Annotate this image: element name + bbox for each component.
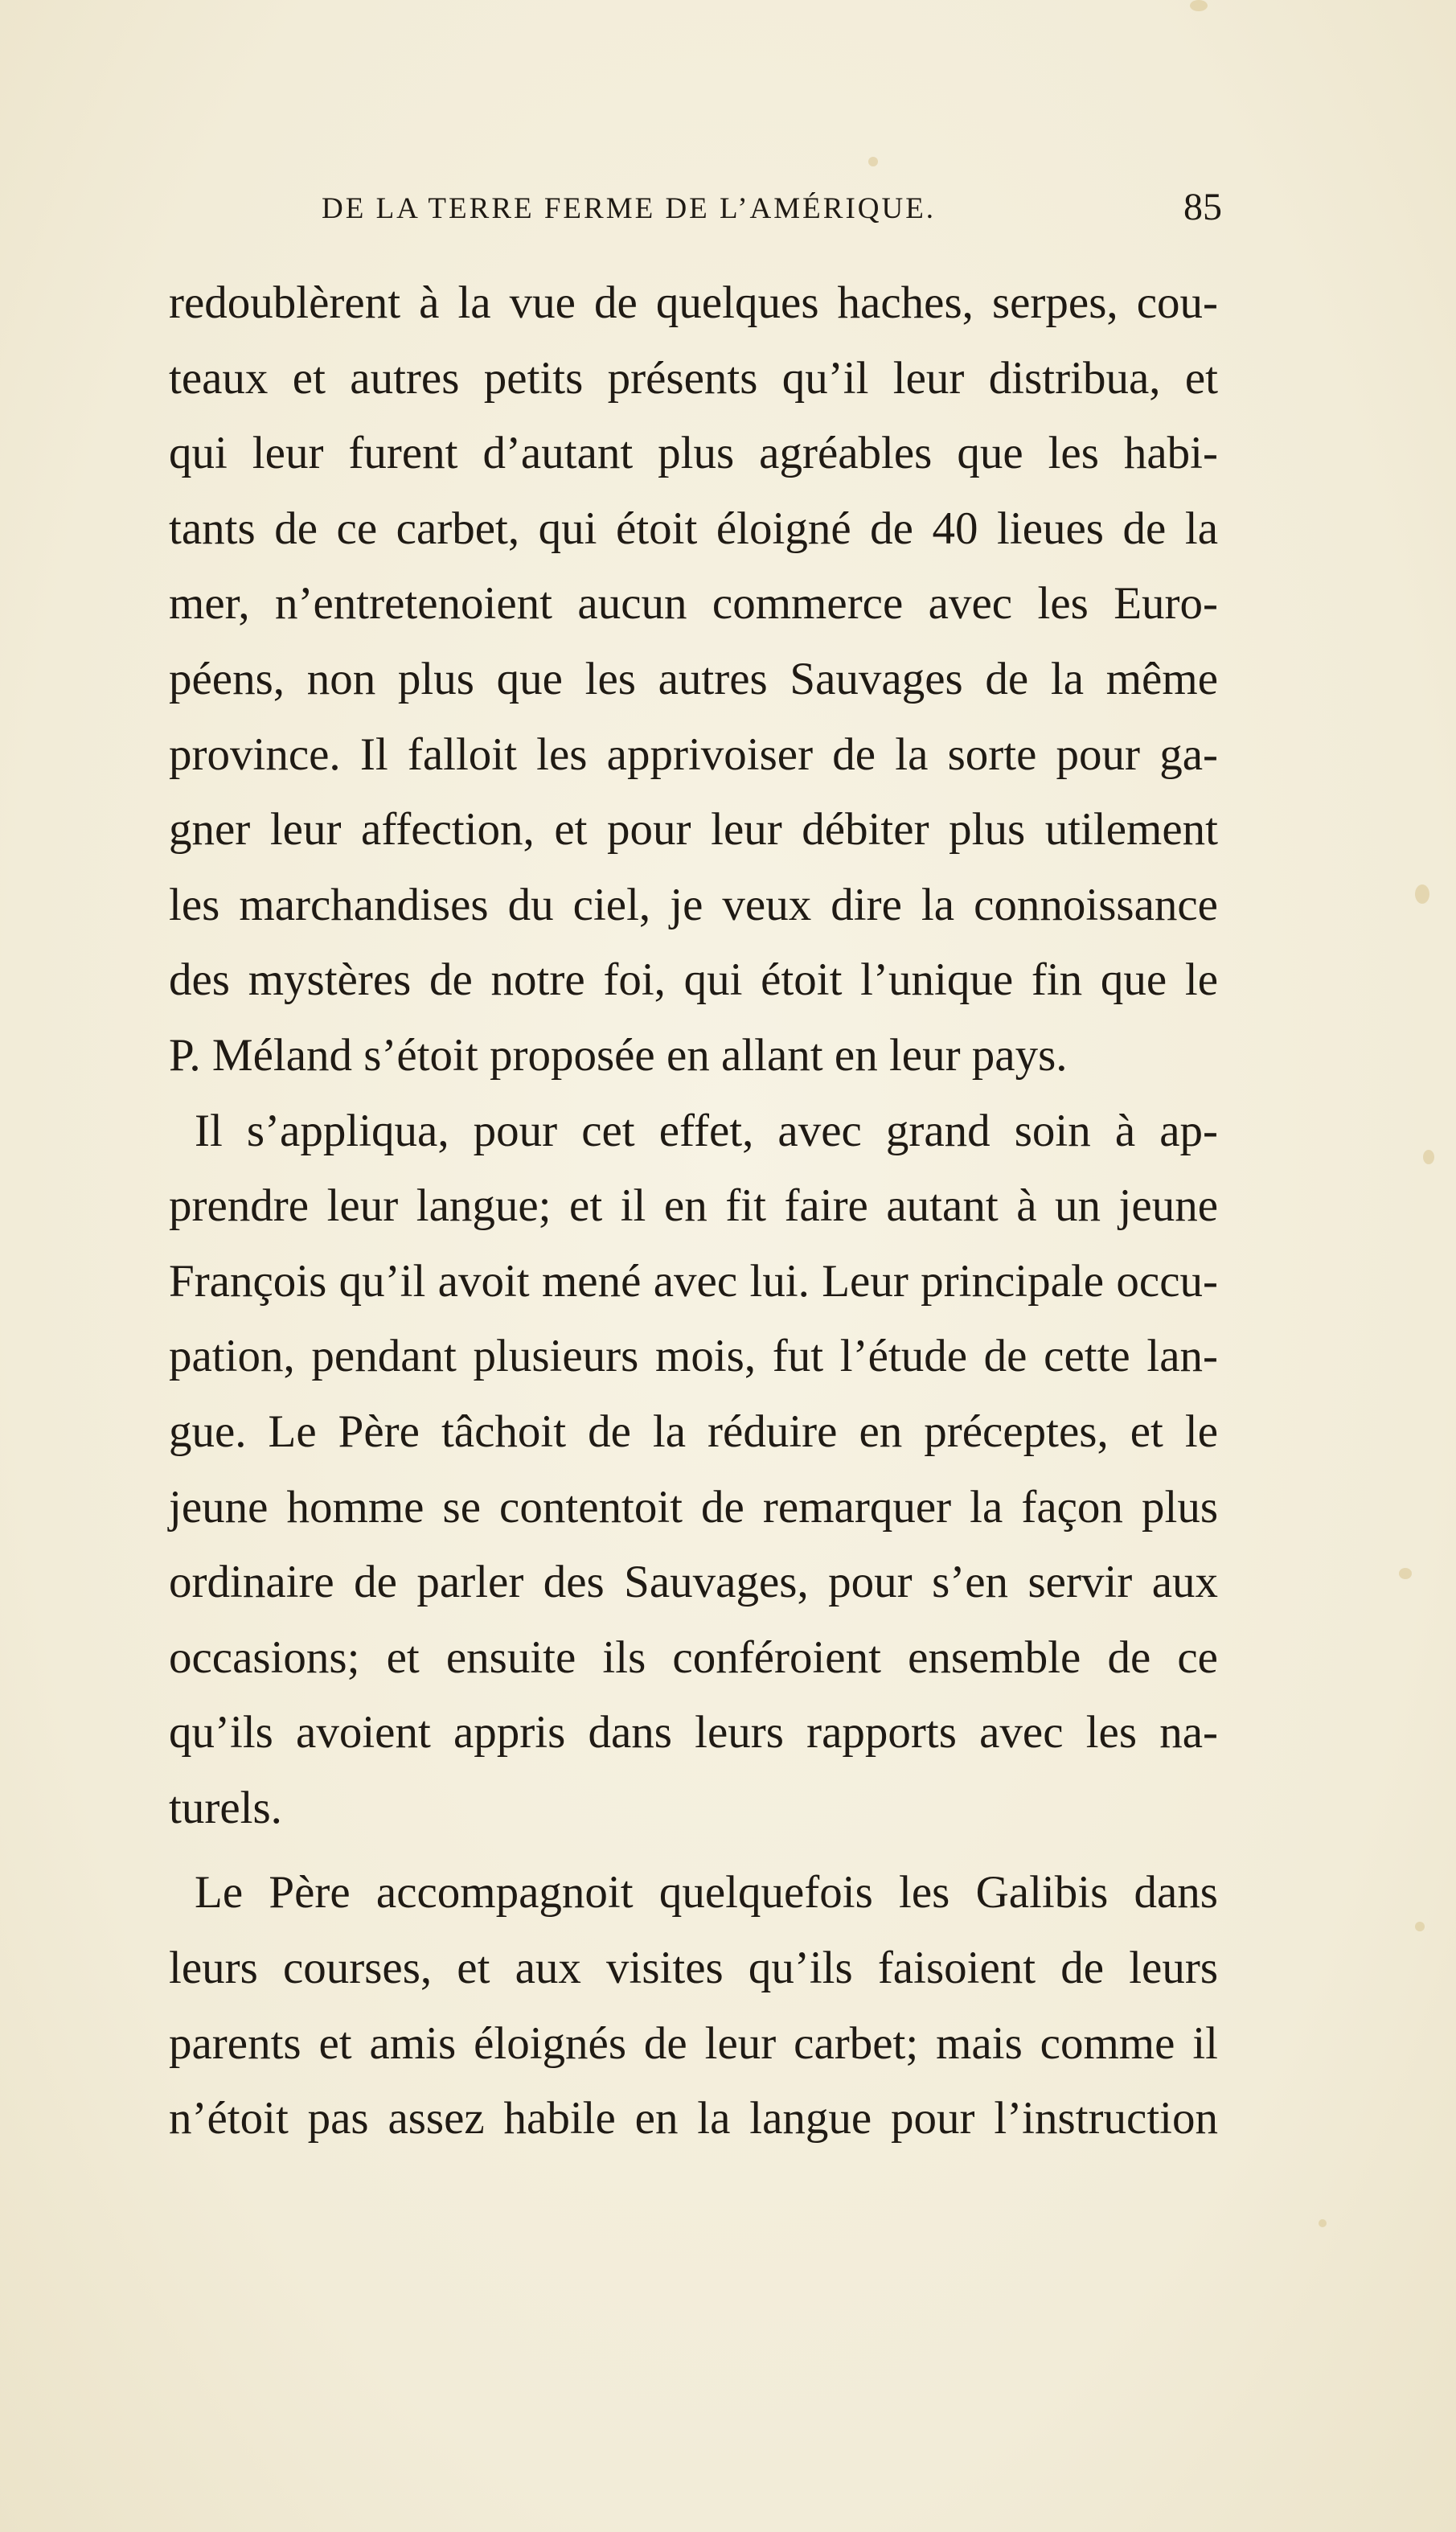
paper-speck — [868, 157, 878, 166]
running-head — [161, 186, 1222, 248]
paragraph — [169, 265, 1218, 1094]
text-line: turels. — [169, 1782, 282, 1833]
paper-speck — [1319, 2219, 1327, 2227]
text-line: péens, non plus que les autres Sauvages de la même — [169, 653, 1218, 704]
paper-speck — [1415, 884, 1429, 904]
text-line: occasions; et ensuite ils conféroient ensemble de ce — [169, 1631, 1218, 1683]
paper-speck — [1190, 0, 1208, 11]
paragraph — [169, 1855, 1218, 2156]
text-line: ordinaire de parler des Sauvages, pour s’en servir aux — [169, 1557, 1218, 1608]
paragraph — [169, 1094, 1218, 1846]
text-line: P. Méland s’étoit proposée en allant en leur pays. — [169, 1029, 1068, 1081]
text-line: jeune homme se contentoit de remarquer la façon plus — [169, 1481, 1218, 1533]
text-line: leurs courses, et aux visites qu’ils faisoient de leurs — [169, 1943, 1218, 1994]
body-text — [169, 265, 1218, 2157]
text-line: n’étoit pas assez habile en la langue pour l’instruction — [169, 2093, 1218, 2144]
paper-speck — [1399, 1568, 1412, 1579]
text-line: teaux et autres petits présents qu’il leur distribua, et — [169, 352, 1218, 404]
paper-speck — [1415, 1922, 1425, 1931]
text-line: parents et amis éloignés de leur carbet; mais comme il — [169, 2017, 1218, 2069]
text-line: prendre leur langue; et il en fit faire autant à un jeune — [169, 1180, 1218, 1232]
text-line: gue. Le Père tâchoit de la réduire en préceptes, et le — [169, 1406, 1218, 1457]
paper-speck — [1423, 1150, 1434, 1164]
page-number: 85 — [1183, 186, 1222, 228]
text-line: des mystères de notre foi, qui étoit l’unique fin que le — [169, 954, 1218, 1006]
text-line: les marchandises du ciel, je veux dire la connoissance — [169, 879, 1218, 930]
paragraph-gap — [169, 1845, 1218, 1855]
text-line: qui leur furent d’autant plus agréables que les habi- — [169, 428, 1218, 479]
text-line: mer, n’entretenoient aucun commerce avec les Euro- — [169, 578, 1218, 630]
text-line: Le Père accompagnoit quelquefois les Galibis dans — [195, 1867, 1218, 1918]
text-line: qu’ils avoient appris dans leurs rapports avec les na- — [169, 1707, 1218, 1758]
text-line: Il s’appliqua, pour cet effet, avec grand soin à ap- — [195, 1105, 1218, 1156]
text-line: François qu’il avoit mené avec lui. Leur principale occu- — [169, 1255, 1218, 1307]
text-line: tants de ce carbet, qui étoit éloigné de 40 lieues de la — [169, 503, 1218, 554]
text-line: province. Il falloit les apprivoiser de la sorte pour ga- — [169, 728, 1218, 780]
text-line: redoublèrent à la vue de quelques haches, serpes, cou- — [169, 277, 1218, 328]
text-line: pation, pendant plusieurs mois, fut l’étude de cette lan- — [169, 1331, 1218, 1382]
running-title: DE LA TERRE FERME DE L’AMÉRIQUE. — [322, 192, 937, 225]
text-line: gner leur affection, et pour leur débiter plus utilement — [169, 804, 1218, 856]
